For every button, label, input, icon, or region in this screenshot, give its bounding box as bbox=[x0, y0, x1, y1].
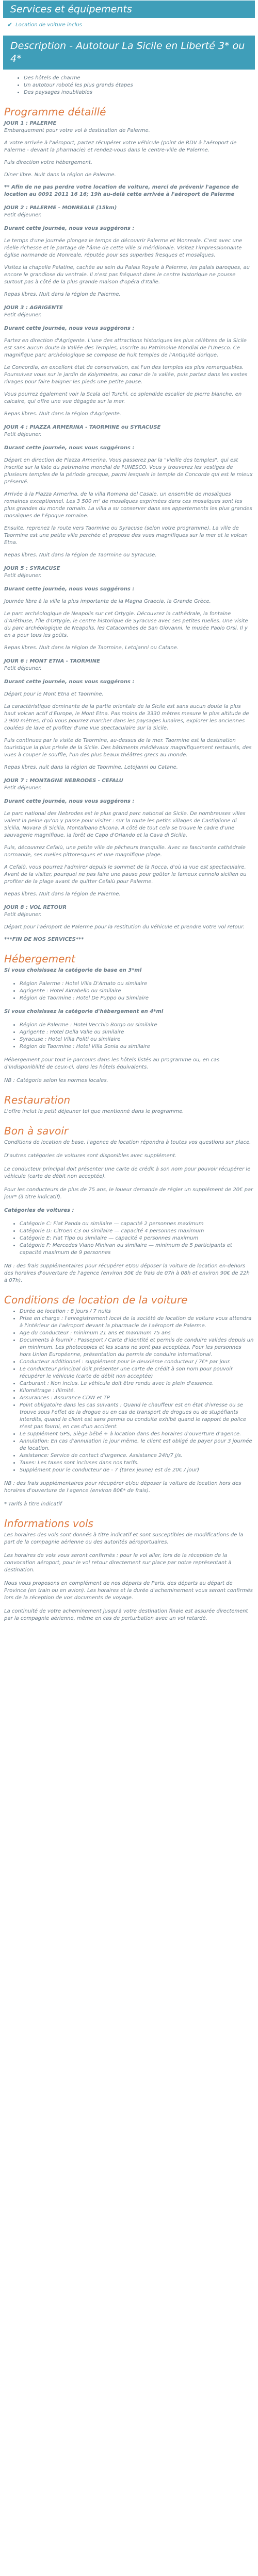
category-4-title: Si vous choisissez la catégorie d'hébergement en 4*ml bbox=[4, 1009, 164, 1014]
list-item: • Assistance: Service de contact d'urgence. Assistance 24h/7 j/s. bbox=[20, 1452, 254, 1460]
day-title: JOUR 3 : AGRIGENTE bbox=[4, 305, 63, 311]
day-paragraph: Petit déjeuner. bbox=[4, 432, 42, 437]
day-paragraph: Diner libre. Nuit dans la région de Palerme. bbox=[4, 172, 116, 178]
bon-para: Conditions de location de base, l'agence de location répondra à toutes vos questions sur place. bbox=[4, 1140, 251, 1145]
day-paragraph: Petit déjeuner. bbox=[4, 573, 42, 579]
list-item: • Supplément pour le conducteur de - 7 (tarex jeune) est de 20€ / jour) bbox=[20, 1467, 254, 1474]
list-item: • Des hôtels de charme bbox=[24, 75, 254, 82]
day-paragraph: Départ pour l'aéroport de Palerme pour la restitution du véhicule et prendre votre vol retour. bbox=[4, 924, 245, 930]
programme-day bbox=[4, 679, 254, 771]
intro-bullets bbox=[0, 70, 258, 103]
page bbox=[0, 1, 258, 2576]
day-title: JOUR 8 : VOL RETOUR bbox=[4, 905, 67, 910]
programme-day bbox=[4, 777, 254, 792]
location-row bbox=[0, 18, 258, 36]
bon-cat-title: Catégories de voitures : bbox=[4, 1208, 74, 1213]
day-paragraph: Durant cette journée, nous vous suggérons : bbox=[4, 326, 135, 331]
list-item: • Région de Taormine : Hotel Villa Sonia ou similaire bbox=[20, 1043, 254, 1050]
conditions-section bbox=[0, 1308, 258, 1508]
restauration-section bbox=[0, 1108, 258, 1115]
programme-day bbox=[4, 658, 254, 672]
informations-section bbox=[0, 1532, 258, 1622]
bon-para: D'autres catégories de voitures sont disponibles avec supplément. bbox=[4, 1153, 177, 1159]
services-bar[interactable]: Services et équipements bbox=[3, 1, 255, 18]
day-title: JOUR 6 : MONT ETNA - TAORMINE bbox=[4, 658, 100, 664]
day-paragraph: Le parc archéologique de Neapolis sur cet Ortygie. Découvrez la cathédrale, la fontaine d'Aréthuse, l'île d'Ortygie, le centre historique de Syracuse avec ses petites ruelles. Une visite du parc archéologique de Neapolis, les Catacombes de San Giovanni, le musée Paolo Orsi. Il y en a pour tous les goûts. bbox=[4, 611, 248, 638]
programme-day bbox=[4, 586, 254, 652]
day-paragraph: Embarquement pour votre vol à destination de Palerme. bbox=[4, 128, 150, 133]
day-paragraph: ***FIN DE NOS SERVICES*** bbox=[4, 937, 84, 942]
programme-day bbox=[4, 445, 254, 559]
conditions-footnote: * Tarifs à titre indicatif bbox=[4, 1501, 62, 1507]
day-title: JOUR 5 : SYRACUSE bbox=[4, 566, 60, 571]
programme-day bbox=[4, 904, 254, 943]
day-title: JOUR 4 : PIAZZA ARMERINA - TAORMINE ou SYRACUSE bbox=[4, 425, 161, 430]
bon-section bbox=[0, 1139, 258, 1284]
day-paragraph: Vous pourrez également voir la Scala dei Turchi, ce splendide escalier de pierre blanche, en calcaire, qui offre une vue dégagée sur la mer. bbox=[4, 392, 242, 404]
day-paragraph: La caractéristique dominante de la partie orientale de la Sicile est sans aucun doute la plus haut volcan actif d'Europe, le Mont Etna. Pas moins de 3330 mètres mesure le plus altitude de 2 900 mètres, d'où vous pourrez marcher dans les paysages lunaires, explorer les anciennes coulées de lave et profiter d'une vue spectaculaire sur la Sicile. bbox=[4, 704, 249, 731]
day-paragraph: Petit déjeuner. bbox=[4, 212, 42, 218]
info-para: Nous vous proposons en complément de nos départs de Paris, des départs au départ de Province (en train ou en avion). Les horaires et la durée d'acheminement vous seront confirmés lors de la réception de vos documents de voyage. bbox=[4, 1581, 253, 1601]
day-paragraph: Puis direction votre hébergement. bbox=[4, 160, 93, 165]
day-paragraph: Petit déjeuner. bbox=[4, 312, 42, 318]
list-item: • Prise en charge : l'enregistrement local de la société de location de voiture vous attendra à l'intérieur de l'aéroport devant la pharmacie de l'aéroport de Palerme. bbox=[20, 1315, 254, 1330]
bon-para: Pour les conducteurs de plus de 75 ans, le loueur demande de régler un supplément de 20€ par jour* (à titre indicatif). bbox=[4, 1187, 253, 1200]
list-item: • Le supplément GPS, Siège bébé + à location dans des horaires d'ouverture d'agence. bbox=[20, 1431, 254, 1438]
programme-day bbox=[4, 225, 254, 298]
hebergement-title: Hébergement bbox=[4, 953, 75, 965]
day-paragraph: Repas libres. Nuit dans la région de Taormine, Letojanni ou Catane. bbox=[4, 645, 179, 651]
programme-title: Programme détaillé bbox=[4, 106, 106, 118]
programme-day bbox=[4, 304, 254, 319]
list-item: • Age du conducteur : minimum 21 ans et maximum 75 ans bbox=[20, 1330, 254, 1337]
description-bar[interactable]: Description - Autotour La Sicile en Liberté 3* ou 4* bbox=[3, 36, 255, 70]
list-item: • Documents à fournir : Passeport / Carte d'identité et permis de conduire valides depuis un an minimum. Les photocopies et les scans ne sont pas acceptées. Pour les personnes hors Union Européenne, présentation du permis de conduire international. bbox=[20, 1337, 254, 1359]
day-paragraph: Le temps d'une journée plongez le temps de découvrir Palerme et Monreale. C'est avec une réelle richesse et le partage de l'âme de cette ville si méridionale. Visitez l'impressionnante église normande de Monreale, réputée pour ses superbes fresques et mosaïques. bbox=[4, 238, 243, 258]
list-item: • Conducteur additionnel : supplément pour le deuxième conducteur / 7€* par jour. bbox=[20, 1359, 254, 1366]
hebergement-note2: NB : Catégorie selon les normes locales. bbox=[4, 1078, 108, 1083]
list-item: • Point obligatoire dans les cas suivants : Quand le chauffeur est en état d'ivresse ou se trouve sous l'effet de la drogue ou en cas de transport de drogues ou de stupéfiants interdits, quand le client est sans permis ou conduite exhibé quand le rapport de police n'est pas fourni, en cas d'un accident. bbox=[20, 1402, 254, 1431]
day-paragraph: Repas libres. Nuit dans la région d'Agrigente. bbox=[4, 411, 121, 417]
day-paragraph: Petit déjeuner. bbox=[4, 785, 42, 791]
list-item: • Annulation: En cas d'annulation le jour même, le client est obligé de payer pour 3 journée de location. bbox=[20, 1438, 254, 1452]
info-para: La continuité de votre acheminement jusqu'à votre destination finale est assurée directement par la compagnie aérienne, même en cas de perturbation avec un vol retardé. bbox=[4, 1608, 248, 1621]
day-paragraph: A votre arrivée à l'aéroport, partez récupérer votre véhicule (point de RDV à l'aéroport de Palerme - devant la pharmacie) et rendez-vous dans le centre-ville de Palerme. bbox=[4, 140, 237, 153]
day-paragraph: Le Concordia, en excellent état de conservation, est l'un des temples les plus remarquables. Poursuivez vous sur le jardin de Kolymbetra, au cœur de la vallée, puis partez dans les vastes rivages pour faire baigner les pieds une petite pause. bbox=[4, 365, 248, 385]
day-title: JOUR 2 : PALERME - MONREALE (15km) bbox=[4, 205, 117, 211]
day-paragraph: Repas libres. Nuit dans la région de Taormine ou Syracuse. bbox=[4, 552, 157, 558]
day-paragraph: Petit déjeuner. bbox=[4, 666, 42, 671]
day-paragraph: ** Afin de ne pas perdre votre location de voiture, merci de prévenir l'agence de location au 0091 2011 16 16; 19h au-delà cette arrivée à l'aéroport de Palerme bbox=[4, 184, 239, 197]
hebergement-section bbox=[0, 967, 258, 1084]
day-paragraph: Visitez la chapelle Palatine, cachée au sein du Palais Royale à Palerme, les palais baroques, au encore le grandiose du ventrale. Il n'est pas fréquent dans le centre historique ne pousse surtout pas à côté de la plus grande maison d'opéra d'Italie. bbox=[4, 265, 250, 285]
day-paragraph: Le parc national des Nebrodes est le plus grand parc national de Sicile. De nombreuses villes valent la peine qu'on y passe pour visiter : sur la route les petits villages de Castiglione di Sicilia, Novara di Sicilia, Montalbano Elicona. A côté de tout cela se trouve le cadre d'une sauvagerie magnifique, la forêt de Capo d'Orlando et la Cava di Sicilia. bbox=[4, 811, 246, 838]
programme-day bbox=[4, 424, 254, 438]
day-paragraph: A Cefalù, vous pourrez l'admirer depuis le sommet de la Rocca, d'où la vue est spectaculaire. Avant de la visiter, pourquoi ne pas faire une pause pour goûter le fameux cannolo sicilien ou profiter de la plage avant de quitter Cefalù pour Palerme. bbox=[4, 865, 247, 885]
restauration-text: L'offre inclut le petit déjeuner tel que mentionné dans le programme. bbox=[4, 1109, 184, 1114]
informations-title: Informations vols bbox=[4, 1517, 93, 1530]
list-item: • Catégorie F: Mercedes Viano Minivan ou similaire — minimum de 5 participants et capacité maximum de 9 personnes bbox=[20, 1242, 254, 1257]
list-item: • Agrigente : Hotel Della Valle ou similaire bbox=[20, 1029, 254, 1036]
list-item: • Région Palerme : Hotel Villa D'Amato ou similaire bbox=[20, 980, 254, 988]
day-paragraph: Départ pour le Mont Etna et Taormine. bbox=[4, 691, 104, 697]
list-item: • Carburant : Non inclus. Le véhicule doit être rendu avec le plein d'essence. bbox=[20, 1380, 254, 1387]
info-para: Les horaires des vols sont donnés à titre indicatif et sont susceptibles de modifications de la part de la compagnie aérienne ou des autorités aéroportuaires. bbox=[4, 1532, 244, 1545]
list-item: • Le conducteur principal doit présenter une carte de crédit à son nom pour pouvoir récupérer le véhicule (carte de débit non acceptée) bbox=[20, 1366, 254, 1380]
list-item: • Kilométrage : Illimité. bbox=[20, 1387, 254, 1395]
list-item: • Assurances : Assurance CDW et TP bbox=[20, 1395, 254, 1402]
programme-day bbox=[4, 325, 254, 418]
day-paragraph: Durant cette journée, nous vous suggérons : bbox=[4, 445, 135, 451]
day-paragraph: Durant cette journée, nous vous suggérons : bbox=[4, 679, 135, 685]
day-paragraph: Repas libres. Nuit dans la région de Palerme. bbox=[4, 891, 121, 897]
list-item: • Des paysages inoubliables bbox=[24, 89, 254, 96]
conditions-title: Conditions de location de la voiture bbox=[4, 1294, 188, 1306]
hebergement-note: Hébergement pour tout le parcours dans les hôtels listés au programme ou, en cas d'indisponibilité de ceux-ci, dans les hôtels équivalents. bbox=[4, 1057, 220, 1070]
day-paragraph: Petit déjeuner. bbox=[4, 912, 42, 918]
programme-day bbox=[4, 205, 254, 219]
day-paragraph: Durant cette journée, nous vous suggérons : bbox=[4, 226, 135, 231]
conditions-note: NB : des frais supplémentaires pour récupérer et/ou déposer la voiture de location hors des horaires d'ouverture de l'agence (environ 80€* de frais). bbox=[4, 1481, 241, 1494]
location-label: Location de voiture inclus bbox=[15, 22, 82, 28]
programme-day bbox=[4, 120, 254, 198]
day-paragraph: Durant cette journée, nous vous suggérons : bbox=[4, 586, 135, 592]
check-icon: ✔ bbox=[7, 21, 13, 28]
list-item: • Taxes: Les taxes sont incluses dans nos tarifs. bbox=[20, 1460, 254, 1467]
list-item: • Région de Palerme : Hotel Vecchio Borgo ou similaire bbox=[20, 1022, 254, 1029]
list-item: • Catégorie C: Fiat Panda ou similaire — capacité 2 personnes maximum bbox=[20, 1221, 254, 1228]
day-paragraph: Puis continuez par la visite de Taormine, au-dessus de la mer. Taormine est la destination touristique la plus prisée de la Sicile. Des bâtiments médiévaux magnifiquement restaurés, des vues à couper le souffle, l'un des plus beaux théâtres grecs au monde. bbox=[4, 738, 252, 758]
info-para: Les horaires de vols vous seront confirmés : pour le vol aller, lors de la réception de la convocation aéroport, pour le vol retour directement sur place par notre représentant à destination. bbox=[4, 1553, 232, 1573]
day-paragraph: Partez en direction d'Agrigente. L'une des attractions historiques les plus célèbres de la Sicile est sans aucun doute la Vallée des Temples, inscrite au Patrimoine Mondial de l'Unesco. Ce magnifique parc archéologique se compose de huit temples de l'Antiquité dorique. bbox=[4, 338, 247, 358]
list-item: • Un autotour roboté les plus grands étapes bbox=[24, 82, 254, 89]
list-item: • Syracuse : Hotel Villa Politi ou similaire bbox=[20, 1036, 254, 1043]
day-paragraph: Puis, découvrez Cefalù, une petite ville de pêcheurs tranquille. Avec sa fascinante cathédrale normande, ses ruelles pittoresques et une magnifique plage. bbox=[4, 845, 246, 858]
day-title: JOUR 1 : PALERME bbox=[4, 121, 57, 126]
bon-title: Bon à savoir bbox=[4, 1125, 69, 1137]
bon-note: NB : des frais supplémentaires pour récupérer et/ou déposer la voiture de location en-dehors des horaires d'ouverture de l'agence (environ 50€ de frais de 07h à 08h et environ 90€ de 22h à 07h). bbox=[4, 1263, 250, 1283]
list-item: • Région de Taormine : Hotel De Puppo ou Similaire bbox=[20, 995, 254, 1002]
day-paragraph: Repas libres, nuit dans la région de Taormine, Letojanni ou Catane. bbox=[4, 765, 178, 770]
list-item: • Agrigente : Hotel Akrabello ou similaire bbox=[20, 988, 254, 995]
restauration-title: Restauration bbox=[4, 1094, 71, 1106]
bon-para: Le conducteur principal doit présenter une carte de crédit à son nom pour pouvoir récupérer le véhicule (carte de débit non acceptée). bbox=[4, 1166, 251, 1179]
list-item: • Catégorie E: Fiat Tipo ou similaire — capacité 4 personnes maximum bbox=[20, 1235, 254, 1242]
day-title: JOUR 7 : MONTAGNE NEBRODES - CEFALU bbox=[4, 778, 123, 784]
programme-day bbox=[4, 798, 254, 898]
category-3-title: Si vous choisissez la catégorie de base en 3*ml bbox=[4, 968, 142, 973]
programme-section bbox=[0, 120, 258, 943]
day-paragraph: Départ en direction de Piazza Armerina. Vous passerez par la "vieille des temples", qui est inscrite sur la liste du patrimoine mondial de l'UNESCO. Vous y trouverez les vestiges de plusieurs temples de la période grecque, parmi lesquels le temple de Concorde qui est le mieux préservé. bbox=[4, 457, 253, 485]
list-item: • Durée de location : 8 jours / 7 nuits bbox=[20, 1308, 254, 1315]
day-paragraph: Arrivée à la Piazza Armerina, de la villa Romana del Casale, un ensemble de mosaïques romaines exceptionnel. Les 3 500 m² de mosaïques exprimées dans ces mosaïques sont les plus grandes du monde romain. La villa a su conserver dans ses appartements les plus grandes mosaïques de l'époque romaine. bbox=[4, 492, 252, 519]
day-paragraph: Repas libres. Nuit dans la région de Palerme. bbox=[4, 292, 121, 297]
day-paragraph: Durant cette journée, nous vous suggérons : bbox=[4, 799, 135, 804]
programme-day bbox=[4, 565, 254, 580]
day-paragraph: Ensuite, reprenez la route vers Taormine ou Syracuse (selon votre programme). La ville de Taormine est une petite ville perchée et propose des vues magnifiques sur la mer et le volcan Etna. bbox=[4, 526, 248, 546]
conditions-list bbox=[4, 1308, 254, 1474]
day-paragraph: Journée libre à la ville la plus importante de la Magna Graecia, la Grande Grèce. bbox=[4, 599, 211, 604]
list-item: • Catégorie D: Citroen C3 ou similaire — capacité 4 personnes maximum bbox=[20, 1228, 254, 1235]
